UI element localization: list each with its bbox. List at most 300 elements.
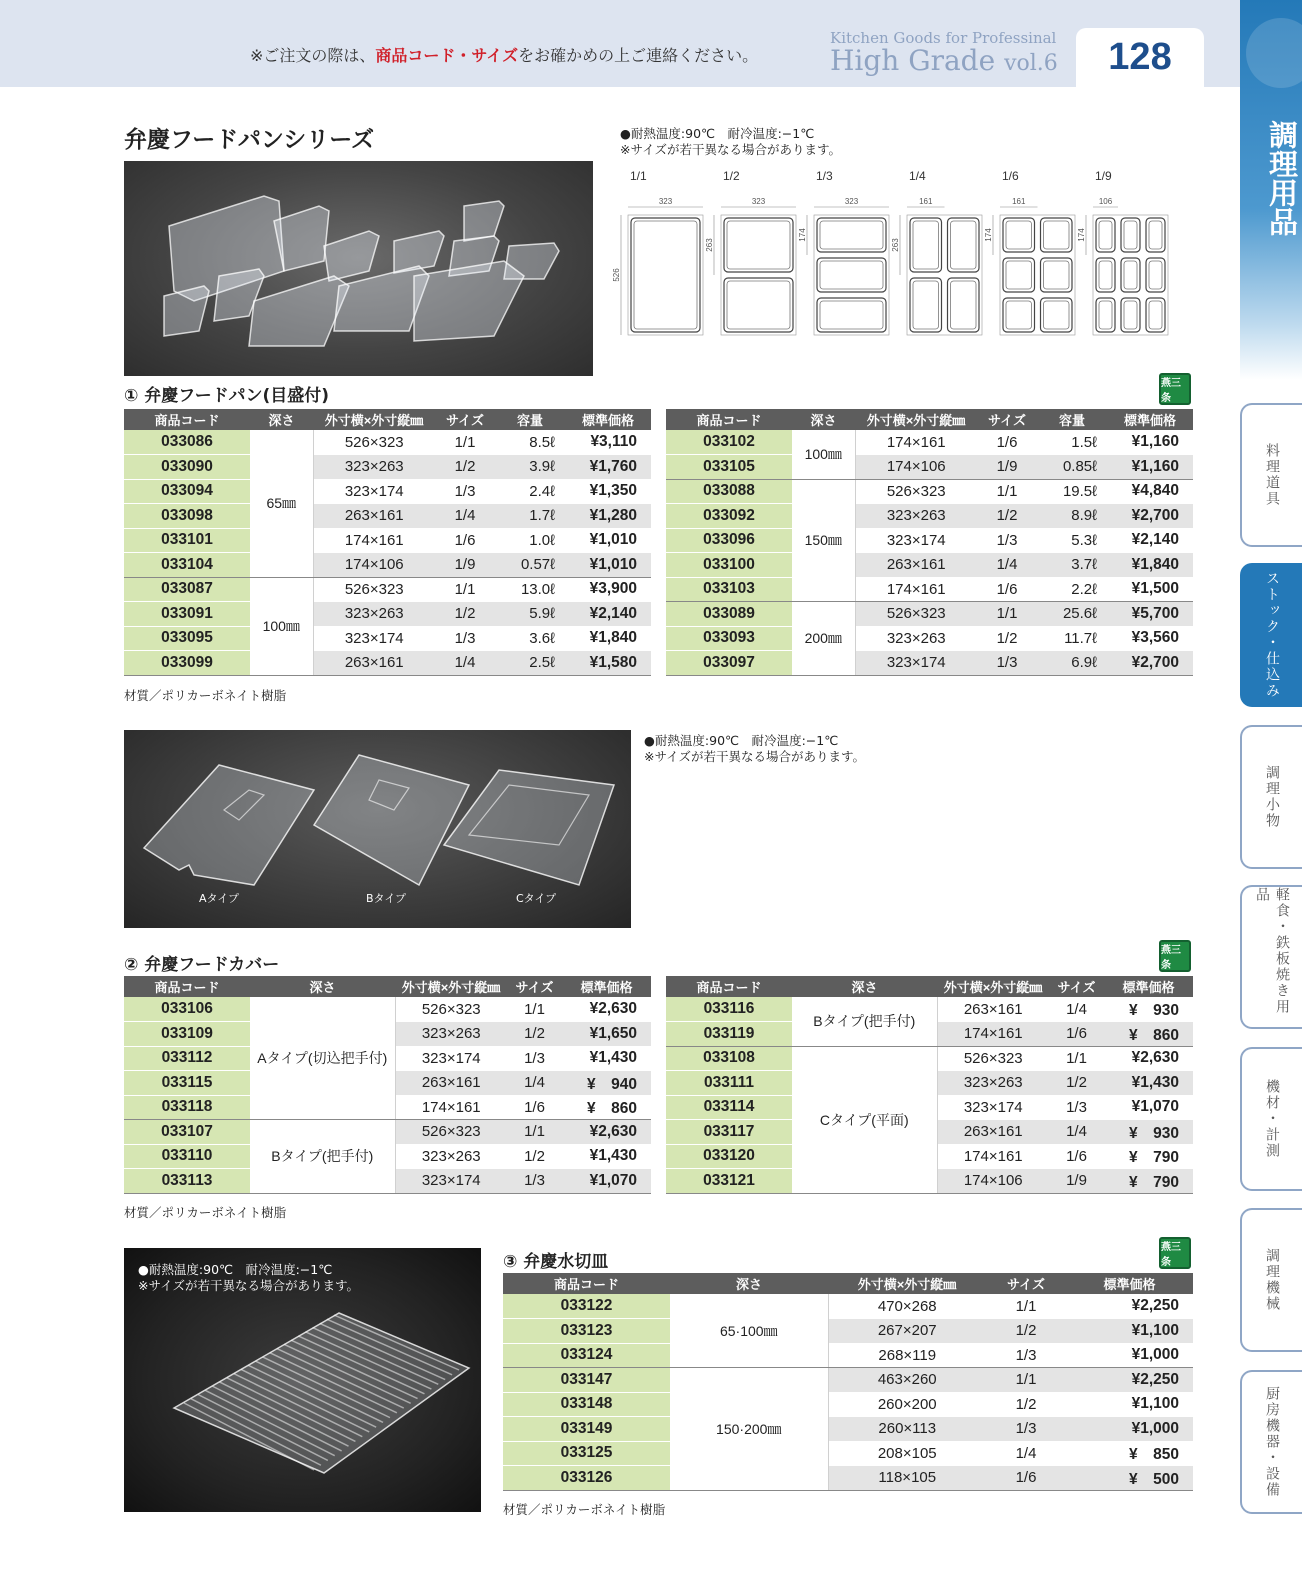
- price-cell: ¥4,840: [1107, 479, 1193, 504]
- price-cell: ¥1,010: [565, 528, 651, 553]
- table-row: [503, 1294, 1193, 1319]
- table-row: [503, 1417, 1193, 1442]
- capacity-cell: 13.0ℓ: [495, 577, 565, 602]
- dimension-cell: 323×263: [937, 1071, 1049, 1096]
- size-cell: 1/4: [435, 651, 495, 676]
- product-code: 033122: [503, 1294, 670, 1319]
- product-code: 033123: [503, 1319, 670, 1344]
- size-cell: 1/3: [507, 1046, 562, 1071]
- price-cell: ¥3,110: [565, 430, 651, 455]
- table-row: [124, 997, 651, 1022]
- cover-material: 材質／ポリカーボネイト樹脂: [124, 1205, 287, 1220]
- product-code: 033110: [124, 1144, 250, 1169]
- column-header: 容量: [1037, 409, 1107, 430]
- size-cell: 1/6: [507, 1095, 562, 1120]
- price-cell: ¥ 850: [1066, 1441, 1193, 1466]
- size-cell: 1/2: [977, 626, 1037, 651]
- size-cell: 1/1: [977, 479, 1037, 504]
- drain-table-title: ③ 弁慶水切皿: [503, 1252, 609, 1272]
- table-row: [124, 602, 651, 627]
- capacity-cell: 1.5ℓ: [1037, 430, 1107, 455]
- dimension-cell: 323×174: [395, 1046, 507, 1071]
- dimension-cell: 263×161: [313, 651, 435, 676]
- sidebar-tab[interactable]: [1240, 403, 1302, 547]
- price-cell: ¥1,430: [1104, 1071, 1193, 1096]
- capacity-cell: 8.9ℓ: [1037, 504, 1107, 529]
- tsubame-sanjo-badge: 燕三条: [1159, 940, 1191, 972]
- drain-photo: [124, 1248, 481, 1512]
- diagram-height-label: 174: [798, 228, 807, 242]
- table-row: [503, 1343, 1193, 1368]
- table-row: [124, 479, 651, 504]
- product-code: 033114: [666, 1095, 792, 1120]
- size-cell: 1/3: [507, 1169, 562, 1194]
- diagram-height-label: 526: [612, 268, 621, 282]
- diagram-pan-cell: [724, 218, 793, 272]
- price-cell: ¥2,140: [565, 602, 651, 627]
- dimension-cell: 323×174: [855, 651, 977, 676]
- dimension-cell: 263×161: [937, 997, 1049, 1022]
- capacity-cell: 5.9ℓ: [495, 602, 565, 627]
- table-row: [666, 430, 1193, 455]
- size-cell: 1/1: [435, 577, 495, 602]
- drain-spec-text: ●耐熱温度:90℃ 耐冷温度:−1℃ ※サイズが若干異なる場合があります。: [138, 1262, 359, 1293]
- sidebar-tab-label: 軽食・鉄板焼き用品: [1254, 887, 1290, 1015]
- sidebar-tab[interactable]: [1240, 563, 1302, 707]
- dimension-cell: 470×268: [828, 1294, 986, 1319]
- product-code: 033088: [666, 479, 792, 504]
- price-cell: ¥ 860: [1104, 1022, 1193, 1047]
- dimension-cell: 263×161: [395, 1071, 507, 1096]
- dimension-cell: 263×161: [313, 504, 435, 529]
- diagram-size-label: 1/2: [723, 169, 740, 183]
- table-row: [124, 455, 651, 480]
- dimension-cell: 174×161: [313, 528, 435, 553]
- capacity-cell: 3.6ℓ: [495, 626, 565, 651]
- product-code: 033086: [124, 430, 250, 455]
- product-code: 033090: [124, 455, 250, 480]
- product-code: 033107: [124, 1120, 250, 1145]
- table-row: [666, 1046, 1193, 1071]
- diagram-height-label: 174: [984, 228, 993, 242]
- pan-table-left: [124, 409, 651, 676]
- product-code: 033087: [124, 577, 250, 602]
- product-code: 033100: [666, 553, 792, 578]
- capacity-cell: 25.6ℓ: [1037, 602, 1107, 627]
- pan-photo: [124, 161, 593, 376]
- product-code: 033105: [666, 455, 792, 480]
- price-cell: ¥1,760: [565, 455, 651, 480]
- diagram-size-label: 1/3: [816, 169, 833, 183]
- table-header-row: [124, 409, 651, 430]
- diagram-pan-cell: [1003, 258, 1035, 292]
- table-row: [124, 626, 651, 651]
- diagram-pan-cell: [1003, 298, 1035, 332]
- column-header: 深さ: [792, 409, 855, 430]
- table-row: [666, 577, 1193, 602]
- size-cell: 1/3: [977, 528, 1037, 553]
- table-header-row: [503, 1273, 1193, 1294]
- diagram-pan-cell: [724, 278, 793, 332]
- size-cell: 1/1: [507, 997, 562, 1022]
- cover-table-title: ② 弁慶フードカバー: [124, 955, 280, 975]
- column-header: 標準価格: [1104, 976, 1193, 997]
- diagram-width-label: 106: [1098, 197, 1113, 206]
- dimension-cell: 267×207: [828, 1319, 986, 1344]
- table-row: [124, 553, 651, 578]
- sidebar-tab[interactable]: [1240, 1370, 1302, 1514]
- product-code: 033097: [666, 651, 792, 676]
- size-cell: 1/9: [977, 455, 1037, 480]
- diagram-pan-cell: [1003, 218, 1035, 252]
- dimension-cell: 323×263: [855, 504, 977, 529]
- price-cell: ¥2,700: [1107, 504, 1193, 529]
- diagram-width-label: 161: [1012, 197, 1026, 206]
- dimension-cell: 526×323: [937, 1046, 1049, 1071]
- price-cell: ¥1,840: [1107, 553, 1193, 578]
- dimension-cell: 118×105: [828, 1466, 986, 1491]
- product-code: 033093: [666, 626, 792, 651]
- dimension-cell: 463×260: [828, 1368, 986, 1393]
- product-code: 033120: [666, 1144, 792, 1169]
- sidebar-tab-label: 料理道具: [1264, 443, 1280, 507]
- product-code: 033103: [666, 577, 792, 602]
- table-row: [503, 1392, 1193, 1417]
- column-header: 深さ: [670, 1273, 828, 1294]
- spec-text: ●耐熱温度:90℃ 耐冷温度:−1℃ ※サイズが若干異なる場合があります。: [620, 126, 841, 157]
- column-header: 商品コード: [124, 976, 250, 997]
- header-bar: [0, 0, 1240, 87]
- dimension-cell: 174×106: [313, 553, 435, 578]
- product-code: 033095: [124, 626, 250, 651]
- size-cell: 1/3: [986, 1343, 1066, 1368]
- size-cell: 1/3: [986, 1417, 1066, 1442]
- dimension-cell: 526×323: [313, 430, 435, 455]
- sidebar-tab-label: 厨房機器・設備: [1264, 1386, 1280, 1498]
- column-header: 外寸横×外寸縦㎜: [937, 976, 1049, 997]
- dimension-cell: 174×161: [855, 577, 977, 602]
- sidebar-tab[interactable]: [1240, 1047, 1302, 1191]
- size-cell: 1/2: [507, 1144, 562, 1169]
- price-cell: ¥1,010: [565, 553, 651, 578]
- diagram-height-label: 263: [705, 238, 714, 252]
- size-cell: 1/3: [1049, 1095, 1104, 1120]
- cover-table-right: [666, 976, 1193, 1194]
- price-cell: ¥3,560: [1107, 626, 1193, 651]
- price-cell: ¥1,100: [1066, 1392, 1193, 1417]
- sidebar-title: 調理用品: [1265, 120, 1299, 236]
- column-header: 標準価格: [1066, 1273, 1193, 1294]
- capacity-cell: 2.5ℓ: [495, 651, 565, 676]
- diagram-size-label: 1/1: [630, 169, 647, 183]
- diagram-pan-cell: [817, 258, 886, 292]
- capacity-cell: 1.0ℓ: [495, 528, 565, 553]
- size-cell: 1/6: [986, 1466, 1066, 1491]
- capacity-cell: 2.4ℓ: [495, 479, 565, 504]
- column-header: サイズ: [1049, 976, 1104, 997]
- price-cell: ¥1,650: [562, 1022, 651, 1047]
- drain-table: [503, 1273, 1193, 1491]
- dimension-cell: 174×106: [855, 455, 977, 480]
- depth-cell: 150·200㎜: [670, 1368, 828, 1491]
- product-code: 033147: [503, 1368, 670, 1393]
- diagram-height-label: 263: [891, 238, 900, 252]
- type-a-label: Aタイプ: [199, 892, 239, 905]
- dimension-cell: 323×263: [313, 602, 435, 627]
- size-cell: 1/4: [1049, 1120, 1104, 1145]
- price-cell: ¥1,430: [562, 1144, 651, 1169]
- cover-table-left: [124, 976, 651, 1194]
- size-cell: 1/3: [435, 479, 495, 504]
- type-b-label: Bタイプ: [366, 892, 406, 905]
- table-row: [666, 479, 1193, 504]
- price-cell: ¥3,900: [565, 577, 651, 602]
- product-code: 033117: [666, 1120, 792, 1145]
- size-cell: 1/4: [435, 504, 495, 529]
- product-code: 033111: [666, 1071, 792, 1096]
- column-header: 標準価格: [1107, 409, 1193, 430]
- product-code: 033112: [124, 1046, 250, 1071]
- product-code: 033126: [503, 1466, 670, 1491]
- price-cell: ¥1,840: [565, 626, 651, 651]
- dimension-cell: 323×263: [395, 1022, 507, 1047]
- size-cell: 1/3: [435, 626, 495, 651]
- diagram-pan-cell: [910, 278, 942, 332]
- diagram-pan-cell: [948, 278, 980, 332]
- dimension-cell: 323×174: [313, 626, 435, 651]
- size-cell: 1/9: [1049, 1169, 1104, 1194]
- diagram-pan-cell: [1041, 218, 1073, 252]
- diagram-size-label: 1/4: [909, 169, 926, 183]
- column-header: サイズ: [977, 409, 1037, 430]
- price-cell: ¥1,430: [562, 1046, 651, 1071]
- size-cell: 1/1: [1049, 1046, 1104, 1071]
- price-cell: ¥1,070: [1104, 1095, 1193, 1120]
- diagram-pan-cell: [817, 218, 886, 252]
- product-code: 033089: [666, 602, 792, 627]
- capacity-cell: 3.9ℓ: [495, 455, 565, 480]
- table-row: [503, 1368, 1193, 1393]
- diagram-width-label: 323: [844, 197, 859, 206]
- table-row: [124, 651, 651, 676]
- column-header: サイズ: [986, 1273, 1066, 1294]
- drain-material: 材質／ポリカーボネイト樹脂: [503, 1502, 666, 1517]
- table-row: [666, 553, 1193, 578]
- size-cell: 1/6: [1049, 1022, 1104, 1047]
- capacity-cell: 8.5ℓ: [495, 430, 565, 455]
- cover-photo: [124, 730, 631, 928]
- table-row: [503, 1466, 1193, 1491]
- size-cell: 1/2: [435, 455, 495, 480]
- size-diagram: [613, 165, 1183, 345]
- dimension-cell: 208×105: [828, 1441, 986, 1466]
- catalog-subtitle: Kitchen Goods for Professinal: [830, 29, 1057, 47]
- price-cell: ¥1,000: [1066, 1417, 1193, 1442]
- tsubame-sanjo-badge: 燕三条: [1159, 373, 1191, 405]
- table-row: [503, 1319, 1193, 1344]
- price-cell: ¥1,160: [1107, 430, 1193, 455]
- dimension-cell: 268×119: [828, 1343, 986, 1368]
- product-code: 033148: [503, 1392, 670, 1417]
- price-cell: ¥1,580: [565, 651, 651, 676]
- cover-spec-text: ●耐熱温度:90℃ 耐冷温度:−1℃ ※サイズが若干異なる場合があります。: [644, 733, 865, 764]
- column-header: 商品コード: [666, 976, 792, 997]
- price-cell: ¥1,160: [1107, 455, 1193, 480]
- product-code: 033125: [503, 1441, 670, 1466]
- depth-cell: 150㎜: [792, 479, 855, 602]
- column-header: 外寸横×外寸縦㎜: [855, 409, 977, 430]
- table-row: [124, 504, 651, 529]
- capacity-cell: 1.7ℓ: [495, 504, 565, 529]
- depth-cell: 200㎜: [792, 602, 855, 676]
- table-row: [666, 528, 1193, 553]
- depth-cell: Aタイプ(切込把手付): [250, 997, 395, 1120]
- column-header: 標準価格: [562, 976, 651, 997]
- depth-cell: Bタイプ(把手付): [250, 1120, 395, 1194]
- product-code: 033102: [666, 430, 792, 455]
- dimension-cell: 526×323: [395, 997, 507, 1022]
- dimension-cell: 260×113: [828, 1417, 986, 1442]
- table-row: [666, 626, 1193, 651]
- size-cell: 1/4: [977, 553, 1037, 578]
- column-header: 深さ: [250, 976, 395, 997]
- table-row: [124, 577, 651, 602]
- dimension-cell: 323×263: [313, 455, 435, 480]
- price-cell: ¥2,250: [1066, 1294, 1193, 1319]
- product-code: 033109: [124, 1022, 250, 1047]
- depth-cell: 100㎜: [250, 577, 313, 675]
- diagram-width-label: 323: [751, 197, 766, 206]
- catalog-title: High Grade vol.6: [830, 44, 1058, 77]
- table-row: [666, 997, 1193, 1022]
- product-code: 033099: [124, 651, 250, 676]
- column-header: 商品コード: [503, 1273, 670, 1294]
- price-cell: ¥ 860: [562, 1095, 651, 1120]
- price-cell: ¥2,700: [1107, 651, 1193, 676]
- product-code: 033149: [503, 1417, 670, 1442]
- capacity-cell: 11.7ℓ: [1037, 626, 1107, 651]
- sidebar-decoration: [1246, 18, 1316, 88]
- dimension-cell: 323×174: [313, 479, 435, 504]
- size-cell: 1/6: [435, 528, 495, 553]
- product-code: 033101: [124, 528, 250, 553]
- sidebar-tab-label: ストック・仕込み: [1264, 571, 1280, 699]
- pan-table-right: [666, 409, 1193, 676]
- series-title: 弁慶フードパンシリーズ: [124, 127, 375, 153]
- dimension-cell: 323×174: [395, 1169, 507, 1194]
- sidebar-tab[interactable]: [1240, 885, 1302, 1029]
- size-cell: 1/1: [977, 602, 1037, 627]
- price-cell: ¥5,700: [1107, 602, 1193, 627]
- table-header-row: [666, 976, 1193, 997]
- product-code: 033092: [666, 504, 792, 529]
- tsubame-sanjo-badge: 燕三条: [1159, 1237, 1191, 1269]
- dimension-cell: 526×323: [855, 479, 977, 504]
- sidebar-tab-label: 機材・計測: [1264, 1079, 1280, 1159]
- price-cell: ¥1,070: [562, 1169, 651, 1194]
- product-code: 033098: [124, 504, 250, 529]
- sidebar-tab-label: 調理小物: [1264, 765, 1280, 829]
- sidebar-tab[interactable]: [1240, 725, 1302, 869]
- dimension-cell: 263×161: [937, 1120, 1049, 1145]
- size-cell: 1/6: [977, 577, 1037, 602]
- dimension-cell: 263×161: [855, 553, 977, 578]
- diagram-size-label: 1/6: [1002, 169, 1019, 183]
- capacity-cell: 0.57ℓ: [495, 553, 565, 578]
- diagram-height-label: 174: [1077, 228, 1086, 242]
- dimension-cell: 323×263: [395, 1144, 507, 1169]
- price-cell: ¥ 790: [1104, 1169, 1193, 1194]
- size-cell: 1/2: [507, 1022, 562, 1047]
- depth-cell: Cタイプ(平面): [792, 1046, 937, 1193]
- sidebar-header: [1240, 0, 1302, 380]
- product-code: 033094: [124, 479, 250, 504]
- product-code: 033108: [666, 1046, 792, 1071]
- price-cell: ¥ 790: [1104, 1144, 1193, 1169]
- capacity-cell: 6.9ℓ: [1037, 651, 1107, 676]
- column-header: サイズ: [507, 976, 562, 997]
- pan-table-title: ① 弁慶フードパン(目盛付): [124, 386, 330, 406]
- size-cell: 1/2: [435, 602, 495, 627]
- price-cell: ¥1,000: [1066, 1343, 1193, 1368]
- order-notice: ※ご注文の際は、商品コード・サイズをお確かめの上ご連絡ください。: [250, 46, 759, 65]
- product-code: 033116: [666, 997, 792, 1022]
- price-cell: ¥2,630: [562, 997, 651, 1022]
- table-row: [666, 651, 1193, 676]
- table-row: [124, 528, 651, 553]
- dimension-cell: 174×161: [937, 1144, 1049, 1169]
- price-cell: ¥ 930: [1104, 997, 1193, 1022]
- page-number: 128: [1108, 36, 1172, 78]
- dimension-cell: 260×200: [828, 1392, 986, 1417]
- capacity-cell: 19.5ℓ: [1037, 479, 1107, 504]
- sidebar-tab[interactable]: [1240, 1208, 1302, 1352]
- capacity-cell: 2.2ℓ: [1037, 577, 1107, 602]
- size-cell: 1/2: [986, 1392, 1066, 1417]
- dimension-cell: 526×323: [395, 1120, 507, 1145]
- product-code: 033124: [503, 1343, 670, 1368]
- size-cell: 1/9: [435, 553, 495, 578]
- dimension-cell: 323×263: [855, 626, 977, 651]
- product-code: 033113: [124, 1169, 250, 1194]
- price-cell: ¥1,500: [1107, 577, 1193, 602]
- column-header: サイズ: [435, 409, 495, 430]
- size-cell: 1/3: [977, 651, 1037, 676]
- diagram-pan-cell: [817, 298, 886, 332]
- diagram-pan-cell: [631, 218, 700, 332]
- product-code: 033091: [124, 602, 250, 627]
- table-row: [666, 602, 1193, 627]
- column-header: 商品コード: [124, 409, 250, 430]
- size-cell: 1/1: [986, 1294, 1066, 1319]
- table-header-row: [124, 976, 651, 997]
- depth-cell: 100㎜: [792, 430, 855, 479]
- column-header: 商品コード: [666, 409, 792, 430]
- dimension-cell: 174×106: [937, 1169, 1049, 1194]
- product-code: 033106: [124, 997, 250, 1022]
- pan-material: 材質／ポリカーボネイト樹脂: [124, 688, 287, 703]
- column-header: 容量: [495, 409, 565, 430]
- dimension-cell: 526×323: [855, 602, 977, 627]
- table-header-row: [666, 409, 1193, 430]
- size-cell: 1/2: [986, 1319, 1066, 1344]
- column-header: 深さ: [792, 976, 937, 997]
- price-cell: ¥ 500: [1066, 1466, 1193, 1491]
- capacity-cell: 3.7ℓ: [1037, 553, 1107, 578]
- price-cell: ¥ 930: [1104, 1120, 1193, 1145]
- capacity-cell: 5.3ℓ: [1037, 528, 1107, 553]
- dimension-cell: 323×174: [855, 528, 977, 553]
